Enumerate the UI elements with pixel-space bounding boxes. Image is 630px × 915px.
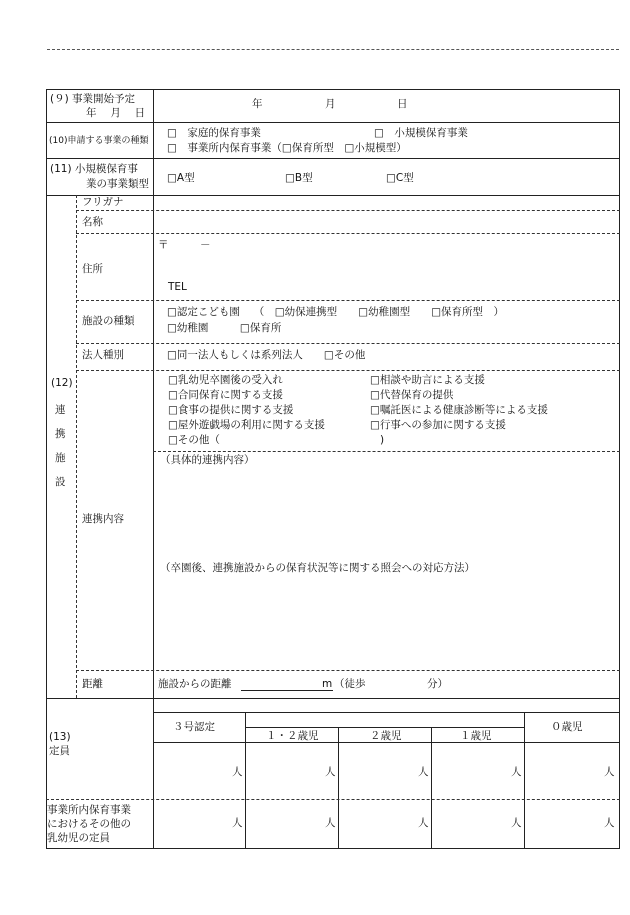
s12-tel[interactable]: TEL (168, 281, 187, 293)
s13-subheader-line (245, 727, 524, 728)
dashed-divider (76, 300, 620, 301)
s13-other-line1: 事業所内保育事業 (47, 804, 131, 816)
table-right-border (619, 89, 620, 848)
s12-content-right-4[interactable]: □行事への参加に関する支援 (370, 419, 506, 431)
s12-content-left-5[interactable]: □その他（ (168, 434, 220, 446)
table-bottom-border (46, 848, 620, 849)
s13-header-3go: ３号認定 (173, 721, 215, 733)
s12-content-left-3[interactable]: □食事の提供に関する支援 (168, 404, 294, 416)
label-column-divider (153, 89, 154, 848)
s9-tsuki: 月 (325, 98, 336, 110)
row-divider (46, 158, 620, 159)
s9-label-line1: (９) 事業開始予定 (50, 93, 136, 105)
s12-content-left-2[interactable]: □合同保育に関する支援 (168, 389, 283, 401)
s12-char-1: 連 (55, 404, 66, 416)
specific-dashed-divider (153, 451, 620, 452)
s13-header-12sai: １・２歳児 (266, 730, 319, 742)
s9-label-line2: 年 月 日 (86, 107, 146, 119)
s13-other-12sai[interactable]: 人 (325, 817, 336, 829)
s12-minutes: 分） (427, 678, 448, 690)
s10-option-katei[interactable]: □ 家庭的保育事業 (167, 127, 261, 139)
dashed-divider (76, 370, 620, 371)
s12-content-right-3[interactable]: □嘱託医による健康診断等による支援 (370, 404, 548, 416)
s12-content-left-4[interactable]: □屋外遊戯場の利用に関する支援 (168, 419, 325, 431)
s11-type-a[interactable]: □A型 (167, 172, 195, 184)
s13-cap-3go[interactable]: 人 (232, 766, 243, 778)
row-divider (46, 122, 620, 123)
s13-header-2sai: ２歳児 (370, 730, 402, 742)
s12-furigana-label: フリガナ (82, 196, 124, 208)
s13-cap-12sai[interactable]: 人 (325, 766, 336, 778)
s12-inner-dashed-divider (76, 195, 77, 698)
s12-facility-type-line1[interactable]: □認定こども園 （ □幼保連携型 □幼稚園型 □保育所型 ） (167, 306, 505, 318)
s13-cap-2sai[interactable]: 人 (418, 766, 429, 778)
s10-label: (10)申請する事業の種類 (49, 136, 149, 146)
s12-name-label: 名称 (82, 216, 103, 228)
s12-char-4: 設 (55, 476, 66, 488)
s12-specific-content: （具体的連携内容） (160, 454, 255, 466)
dashed-divider (76, 233, 620, 234)
s13-label: 定員 (49, 745, 70, 757)
s13-header-top-line (153, 712, 620, 713)
s12-facility-type-label: 施設の種類 (82, 315, 135, 327)
s12-distance-label: 距離 (82, 678, 103, 690)
table-left-border (46, 89, 47, 848)
dashed-divider (76, 670, 620, 671)
s13-col-line (431, 727, 432, 848)
s11-type-c[interactable]: □C型 (386, 172, 414, 184)
s13-col-line (524, 712, 525, 848)
s12-distance-text: 施設からの距離 (158, 678, 232, 690)
s12-char-2: 携 (55, 428, 66, 440)
s9-nen: 年 (252, 98, 263, 110)
s11-label-line1: (11) 小規模保育事 (50, 163, 138, 175)
s12-walk: （徒歩 (334, 678, 366, 690)
s13-cap-0sai[interactable]: 人 (604, 766, 615, 778)
s12-address-label: 住所 (82, 263, 103, 275)
table-top-border (46, 89, 620, 90)
s12-content-right-2[interactable]: □代替保育の提供 (370, 389, 454, 401)
s12-corp-type-options[interactable]: □同一法人もしくは系列法人 □その他 (167, 349, 366, 361)
s12-facility-type-line2[interactable]: □幼稚園 □保育所 (167, 322, 282, 334)
s13-col-line (338, 727, 339, 848)
s13-number: (13) (49, 731, 71, 743)
row-divider (46, 195, 620, 196)
s12-content-left-1[interactable]: □乳幼児卒園後の受入れ (168, 374, 283, 386)
s13-other-line3: 乳幼児の定員 (47, 832, 110, 844)
s12-number: (12) (51, 377, 73, 389)
s12-after-graduation: （卒園後、連携施設からの保育状況等に関する照会への対応方法） (160, 562, 475, 574)
s13-other-line2: におけるその他の (47, 818, 131, 830)
dashed-divider (76, 343, 620, 344)
s13-header-0sai: ０歳児 (551, 721, 583, 733)
s13-cap-1sai[interactable]: 人 (511, 766, 522, 778)
s13-other-3go[interactable]: 人 (232, 817, 243, 829)
s12-content-right-5: ) (380, 434, 385, 446)
s11-label-line2: 業の事業類型 (86, 178, 149, 190)
s13-other-1sai[interactable]: 人 (511, 817, 522, 829)
s12-content-label: 連携内容 (82, 513, 124, 525)
s10-option-shokibo[interactable]: □ 小規模保育事業 (374, 127, 468, 139)
s13-other-0sai[interactable]: 人 (604, 817, 615, 829)
s12-distance-unit: m (322, 678, 333, 690)
top-dashed-separator (47, 49, 619, 50)
s13-other-2sai[interactable]: 人 (418, 817, 429, 829)
s12-content-right-1[interactable]: □相談や助言による支援 (370, 374, 485, 386)
furigana-dashed-divider (76, 210, 620, 211)
s13-header-1sai: １歳児 (460, 730, 492, 742)
s12-postal[interactable]: 〒 － (158, 239, 211, 251)
s13-col-line (245, 712, 246, 848)
s9-hi: 日 (397, 98, 408, 110)
s12-corp-type-label: 法人種別 (82, 349, 124, 361)
row-divider (46, 698, 620, 699)
s10-option-jigyosho[interactable]: □ 事業所内保育事業（□保育所型 □小規模型） (167, 142, 407, 154)
s12-char-3: 施 (55, 452, 66, 464)
s13-header-bottom-line (153, 742, 620, 743)
s13-dashed-divider (46, 799, 620, 800)
distance-underline[interactable] (241, 690, 333, 691)
s11-type-b[interactable]: □B型 (285, 172, 313, 184)
